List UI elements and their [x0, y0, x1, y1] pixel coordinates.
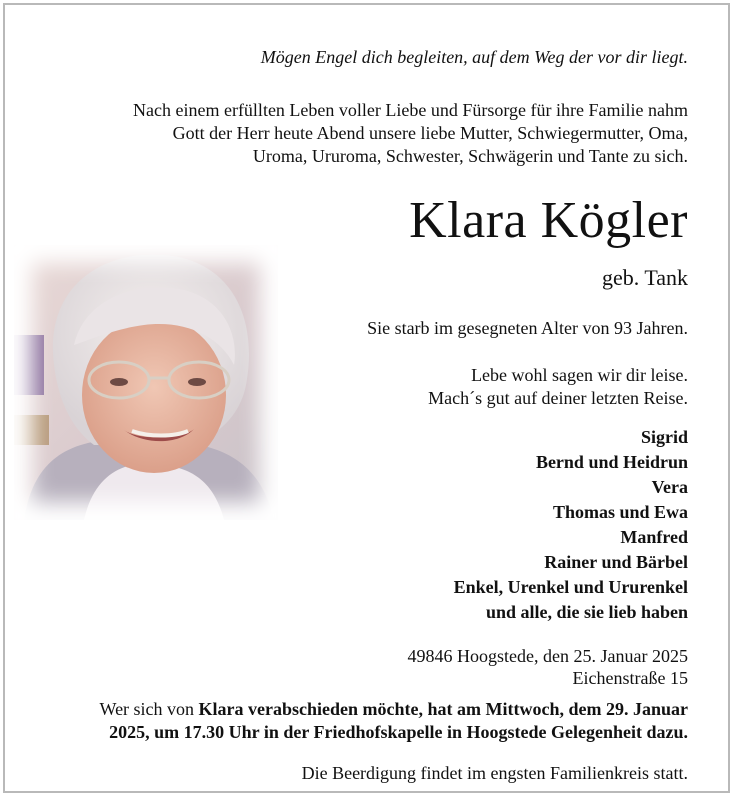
motto: Mögen Engel dich begleiten, auf dem Weg der vor dir liegt. [260, 47, 688, 67]
age-text: Sie starb im gesegneten Alter von 93 Jahren. [367, 318, 688, 338]
family-member: Bernd und Heidrun [535, 452, 688, 472]
intro-line: Gott der Herr heute Abend unsere liebe Mutter, Schwiegermutter, Oma, [172, 123, 688, 143]
family-member: Rainer und Bärbel [544, 552, 688, 572]
notice-line-1 [8, 698, 688, 721]
verse-line: Lebe wohl sagen wir dir leise. [471, 365, 688, 385]
deceased-name: Klara Kögler [409, 192, 688, 249]
family-member: Manfred [620, 527, 688, 547]
notice-part-2: Klara verabschieden möchte, hat am Mittwoch, dem 29. Januar [198, 699, 688, 719]
verse-line: Mach´s gut auf deiner letzten Reise. [428, 388, 688, 408]
family-list [454, 425, 688, 625]
verse [428, 364, 688, 410]
family-member: Sigrid [640, 427, 688, 447]
family-member: Thomas und Ewa [552, 502, 688, 522]
intro-line: Nach einem erfüllten Leben voller Liebe und Fürsorge für ihre Familie nahm [133, 100, 688, 120]
funeral-note: Die Beerdigung findet im engsten Familienkreis statt. [301, 763, 688, 783]
farewell-notice [8, 698, 688, 744]
street-line: Eichenstraße 15 [572, 668, 688, 688]
family-member: Enkel, Urenkel und Ururenkel [453, 577, 688, 597]
notice-line-2: 2025, um 17.30 Uhr in der Friedhofskapelle in Hoogstede Gelegenheit dazu. [109, 722, 688, 742]
portrait-illustration [14, 245, 278, 520]
family-member: und alle, die sie lieb haben [485, 602, 688, 622]
notice-part-1: Wer sich von [99, 699, 199, 719]
place-date-line: 49846 Hoogstede, den 25. Januar 2025 [407, 646, 688, 666]
family-member: Vera [651, 477, 688, 497]
portrait-photo [14, 245, 278, 520]
intro-line: Uroma, Ururoma, Schwester, Schwägerin und Tante zu sich. [252, 146, 688, 166]
place-date [408, 645, 688, 689]
intro-text [133, 99, 688, 168]
birth-name: geb. Tank [601, 265, 688, 290]
